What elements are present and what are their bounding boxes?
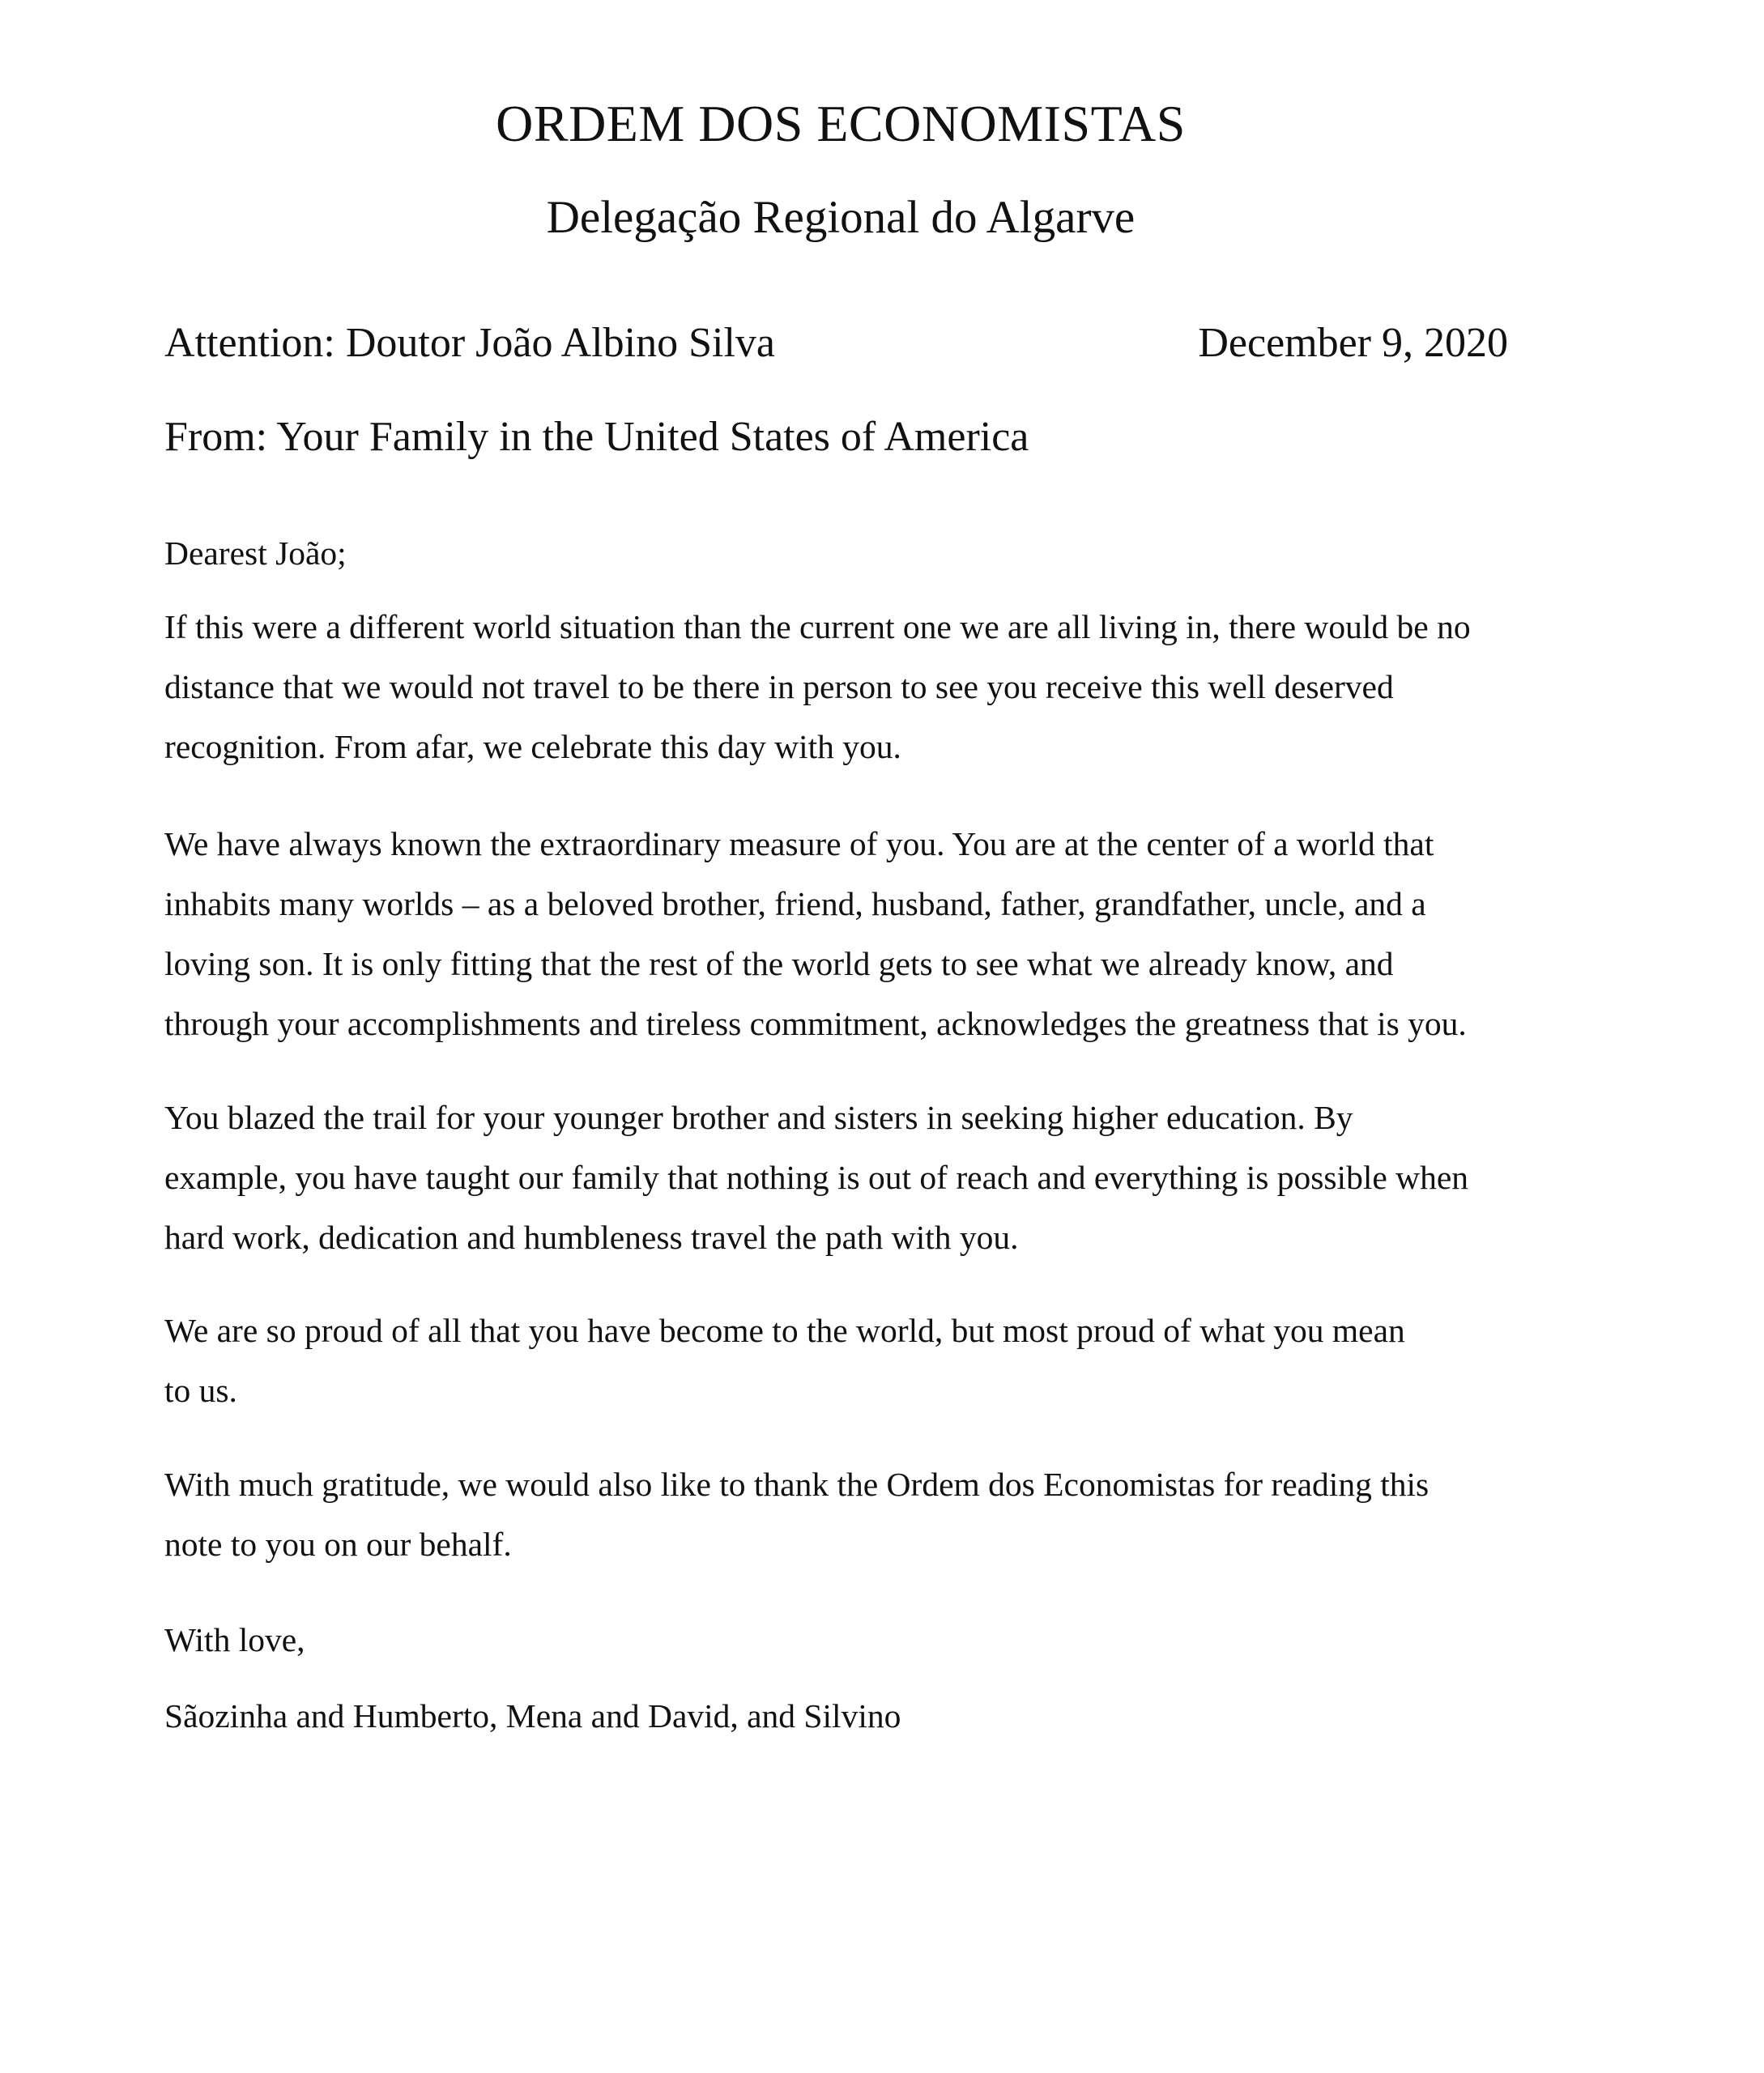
paragraph-line: You blazed the trail for your younger brother and sisters in seeking higher education. By — [164, 1099, 1353, 1136]
paragraph-line: inhabits many worlds – as a beloved brother, friend, husband, father, grandfather, uncle, and a — [164, 885, 1426, 922]
letter-date: December 9, 2020 — [1198, 320, 1508, 366]
salutation: Dearest João; — [164, 534, 347, 572]
paragraph-line: We are so proud of all that you have become to the world, but most proud of what you mean — [164, 1312, 1405, 1349]
paragraph-line: loving son. It is only fitting that the rest of the world gets to see what we already know, and — [164, 945, 1394, 982]
organization-title: ORDEM DOS ECONOMISTAS — [496, 95, 1186, 152]
paragraph-line: recognition. From afar, we celebrate this day with you. — [164, 728, 901, 765]
paragraph-line: to us. — [164, 1372, 237, 1409]
paragraph-5 — [164, 1454, 1525, 1574]
paragraph-line: example, you have taught our family that nothing is out of reach and everything is possible when — [164, 1159, 1469, 1196]
delegation-subtitle: Delegação Regional do Algarve — [546, 192, 1136, 243]
paragraph-line: With much gratitude, we would also like to thank the Ordem dos Economistas for reading this — [164, 1466, 1430, 1503]
paragraph-2 — [164, 814, 1525, 1054]
paragraph-line: If this were a different world situation than the current one we are all living in, there would be no — [164, 608, 1471, 645]
paragraph-line: through your accomplishments and tireless commitment, acknowledges the greatness that is you. — [164, 1005, 1467, 1042]
paragraph-4 — [164, 1300, 1525, 1420]
paragraph-1 — [164, 597, 1525, 777]
paragraph-line: note to you on our behalf. — [164, 1526, 512, 1563]
signature: Sãozinha and Humberto, Mena and David, and Silvino — [164, 1697, 901, 1735]
paragraph-line: hard work, dedication and humbleness travel the path with you. — [164, 1219, 1019, 1256]
paragraph-line: distance that we would not travel to be there in person to see you receive this well deserved — [164, 668, 1394, 705]
attention-line: Attention: Doutor João Albino Silva — [164, 320, 775, 366]
from-line: From: Your Family in the United States of America — [164, 414, 1029, 460]
paragraph-3 — [164, 1088, 1525, 1267]
paragraph-line: We have always known the extraordinary measure of you. You are at the center of a world that — [164, 825, 1434, 862]
closing: With love, — [164, 1621, 305, 1658]
